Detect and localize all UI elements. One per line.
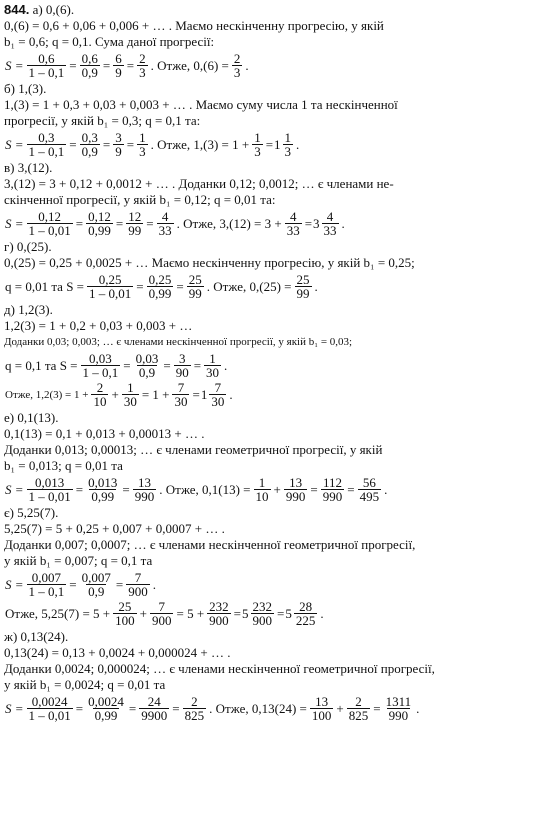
fraction: $\frac{56}{495}$ (359, 475, 380, 504)
part-g-expansion: 5,25(7) = 5 + 0,25 + 0,007 + 0,0007 + … . (4, 521, 225, 536)
part-d-label: г) 0,(25). (4, 239, 52, 254)
part-h-equation: S = $\frac{0,0024}{1 - 0,01}$ = $\frac{0,0024}{0,99}$ = $\frac{24}{9900}$ = $\frac{2}{825}$ . Отже, 0,13(24) = $\frac{13}{100}$ + $\frac{2}{825}$ = $\frac{1311}{990}$ . (5, 694, 420, 723)
fraction: $\frac{0,3}{0,9}$ (81, 130, 98, 159)
fraction: $\frac{7}{900}$ (151, 599, 172, 628)
fraction: $\frac{24}{9900}$ (141, 694, 168, 723)
part-e-equation: q = 0,1 та S = $\frac{0,03}{1 - 0,1}$ = $\frac{0,03}{0,9}$ = $\frac{3}{90}$ = $\frac{1}{30}$ . (5, 351, 228, 380)
part-b-expansion: 1,(3) = 1 + 0,3 + 0,03 + 0,003 + … . Маємо суму числа 1 та нескінченної (4, 97, 398, 112)
part-a-header (4, 2, 556, 18)
problem-number: 844. (4, 2, 30, 17)
fraction: $\frac{1}{10}$ (255, 475, 269, 504)
fraction: $\frac{0,3}{1 - 0,1}$ (28, 130, 65, 159)
fraction: $\frac{13}{990}$ (285, 475, 306, 504)
fraction: $\frac{0,013}{1 - 0,01}$ (28, 475, 71, 504)
part-e-params: Доданки 0,03; 0,003; … є членами нескінченної прогресії, у якій b₁ = 0,03; (4, 336, 353, 348)
fraction: $\frac{0,013}{0,99}$ (88, 475, 118, 504)
fraction: $\frac{0,6}{0,9}$ (81, 51, 98, 80)
part-a-equation: S = $\frac{0,6}{1 - 0,1}$ = $\frac{0,6}{0,9}$ = $\frac{6}{9}$ = $\frac{2}{3}$ . Отже, 0,(6) = $\frac{2}{3}$ . (5, 51, 249, 80)
part-c-equation: S = $\frac{0,12}{1 - 0,01}$ = $\frac{0,12}{0,99}$ = $\frac{12}{99}$ = $\frac{4}{33}$ . Отже, 3,(12) = 3 + $\frac{4}{33}$ = 3 $\frac{4}{33}$ . (5, 209, 345, 238)
part-d-equation: q = 0,01 та S = $\frac{0,25}{1 - 0,01}$ = $\frac{0,25}{0,99}$ = $\frac{25}{99}$ . Отже, 0,(25) = $\frac{25}{99}$ . (5, 272, 318, 301)
part-a-expansion: 0,(6) = 0,6 + 0,06 + 0,006 + … . Маємо нескінченну прогресію, у якій (4, 18, 384, 33)
fraction: $\frac{0,12}{0,99}$ (88, 209, 111, 238)
fraction: $\frac{0,007}{1 - 0,1}$ (28, 570, 65, 599)
part-e-result: Отже, 1,2(3) = 1 + $\frac{2}{10}$ + $\frac{1}{30}$ = 1 + $\frac{7}{30}$ = 1 $\frac{7}{30}$ . (5, 380, 233, 409)
fraction: $\frac{1}{30}$ (123, 380, 137, 409)
part-g-params: Доданки 0,007; 0,0007; … є членами нескінченної геометричної прогресії, (4, 537, 416, 552)
fraction: $\frac{0,007}{0,9}$ (81, 570, 111, 599)
fraction: $\frac{4}{33}$ (158, 209, 172, 238)
mixed-number: 5 $\frac{232}{900}$ (242, 599, 272, 628)
part-f-expansion: 0,1(13) = 0,1 + 0,013 + 0,00013 + … . (4, 426, 205, 441)
part-f-label: е) 0,1(13). (4, 410, 59, 425)
fraction: $\frac{12}{99}$ (128, 209, 142, 238)
fraction: $\frac{4}{33}$ (286, 209, 300, 238)
fraction: $\frac{25}{99}$ (296, 272, 310, 301)
fraction: $\frac{2}{3}$ (139, 51, 146, 80)
part-e-expansion: 1,2(3) = 1 + 0,2 + 0,03 + 0,003 + … (4, 318, 193, 333)
fraction: $\frac{25}{100}$ (115, 599, 135, 628)
part-h-params2: у якій b₁ = 0,0024; q = 0,01 та (4, 677, 166, 692)
fraction: $\frac{25}{99}$ (188, 272, 202, 301)
part-g-equation: S = $\frac{0,007}{1 - 0,1}$ = $\frac{0,007}{0,9}$ = $\frac{7}{900}$ . (5, 570, 156, 599)
fraction: $\frac{6}{9}$ (115, 51, 122, 80)
mixed-number: 1 $\frac{7}{30}$ (200, 380, 225, 409)
fraction: $\frac{13}{990}$ (134, 475, 155, 504)
fraction: $\frac{0,6}{1 - 0,1}$ (28, 51, 65, 80)
fraction: $\frac{1}{3}$ (139, 130, 146, 159)
fraction: $\frac{0,25}{1 - 0,01}$ (89, 272, 132, 301)
fraction: $\frac{1}{30}$ (206, 351, 220, 380)
part-e-label: д) 1,2(3). (4, 302, 53, 317)
part-c-params: скінченної прогресії, у якій b₁ = 0,12; q = 0,01 та: (4, 192, 276, 207)
fraction: $\frac{0,0024}{0,99}$ (88, 694, 124, 723)
fraction: $\frac{0,03}{1 - 0,1}$ (82, 351, 119, 380)
fraction: $\frac{2}{3}$ (233, 51, 241, 80)
fraction: $\frac{13}{100}$ (311, 694, 332, 723)
part-a-params: b₁ = 0,6; q = 0,1. Сума даної прогресії: (4, 34, 215, 49)
fraction: $\frac{3}{90}$ (175, 351, 189, 380)
fraction: $\frac{7}{30}$ (174, 380, 188, 409)
part-c-expansion: 3,(12) = 3 + 0,12 + 0,0012 + … . Доданки 0,12; 0,0012; … є членами не- (4, 176, 394, 191)
result-text: . Отже, 0,(6) = (150, 57, 229, 73)
part-f-equation: S = $\frac{0,013}{1 - 0,01}$ = $\frac{0,013}{0,99}$ = $\frac{13}{990}$ . Отже, 0,1(13) = $\frac{1}{10}$ + $\frac{13}{990}$ = $\frac{112}{990}$ = $\frac{56}{495}$ . (5, 475, 388, 504)
fraction: $\frac{3}{9}$ (115, 130, 122, 159)
part-a-label: а) 0,(6). (32, 2, 75, 17)
mixed-number: 5 $\frac{28}{225}$ (285, 599, 316, 628)
fraction: $\frac{112}{990}$ (322, 475, 343, 504)
mixed-number: 3 $\frac{4}{33}$ (313, 209, 337, 238)
part-d-expansion: 0,(25) = 0,25 + 0,0025 + … Маємо нескінченну прогресію, у якій b₁ = 0,25; (4, 255, 415, 270)
part-b-label: б) 1,(3). (4, 81, 47, 96)
fraction: $\frac{2}{10}$ (93, 380, 107, 409)
part-b-equation: S = $\frac{0,3}{1 - 0,1}$ = $\frac{0,3}{0,9}$ = $\frac{3}{9}$ = $\frac{1}{3}$ . Отже, 1,(3) = 1 + $\frac{1}{3}$ = 1 $\frac{1}{3}$ . (5, 130, 300, 159)
part-g-label: є) 5,25(7). (4, 505, 59, 520)
fraction: $\frac{1311}{990}$ (385, 694, 412, 723)
fraction: $\frac{0,12}{1 - 0,01}$ (28, 209, 71, 238)
fraction: $\frac{0,0024}{1 - 0,01}$ (28, 694, 71, 723)
part-h-label: ж) 0,13(24). (4, 629, 69, 644)
fraction: $\frac{1}{3}$ (254, 130, 261, 159)
part-b-params: прогресії, у якій b₁ = 0,3; q = 0,1 та: (4, 113, 201, 128)
fraction: $\frac{0,25}{0,99}$ (148, 272, 172, 301)
fraction: $\frac{2}{825}$ (184, 694, 205, 723)
solution-page (4, 2, 556, 724)
part-h-expansion: 0,13(24) = 0,13 + 0,0024 + 0,000024 + … . (4, 645, 231, 660)
part-f-params: Доданки 0,013; 0,00013; … є членами геометричної прогресії, у якій (4, 442, 383, 457)
sum-symbol: S = (5, 57, 24, 73)
mixed-number: 1 $\frac{1}{3}$ (274, 130, 292, 159)
fraction: $\frac{2}{825}$ (348, 694, 369, 723)
fraction: $\frac{7}{900}$ (128, 570, 148, 599)
fraction: $\frac{0,03}{0,9}$ (135, 351, 159, 380)
fraction: $\frac{232}{900}$ (209, 599, 229, 628)
part-g-result: Отже, 5,25(7) = 5 + $\frac{25}{100}$ + $\frac{7}{900}$ = 5 + $\frac{232}{900}$ = 5 $\frac{232}{900}$ = 5 $\frac{28}{225}$ . (5, 599, 324, 628)
part-c-label: в) 3,(12). (4, 160, 53, 175)
part-f-params2: b₁ = 0,013; q = 0,01 та (4, 458, 123, 473)
part-h-params: Доданки 0,0024; 0,000024; … є членами нескінченної геометричної прогресії, (4, 661, 435, 676)
part-g-params2: у якій b₁ = 0,007; q = 0,1 та (4, 553, 153, 568)
